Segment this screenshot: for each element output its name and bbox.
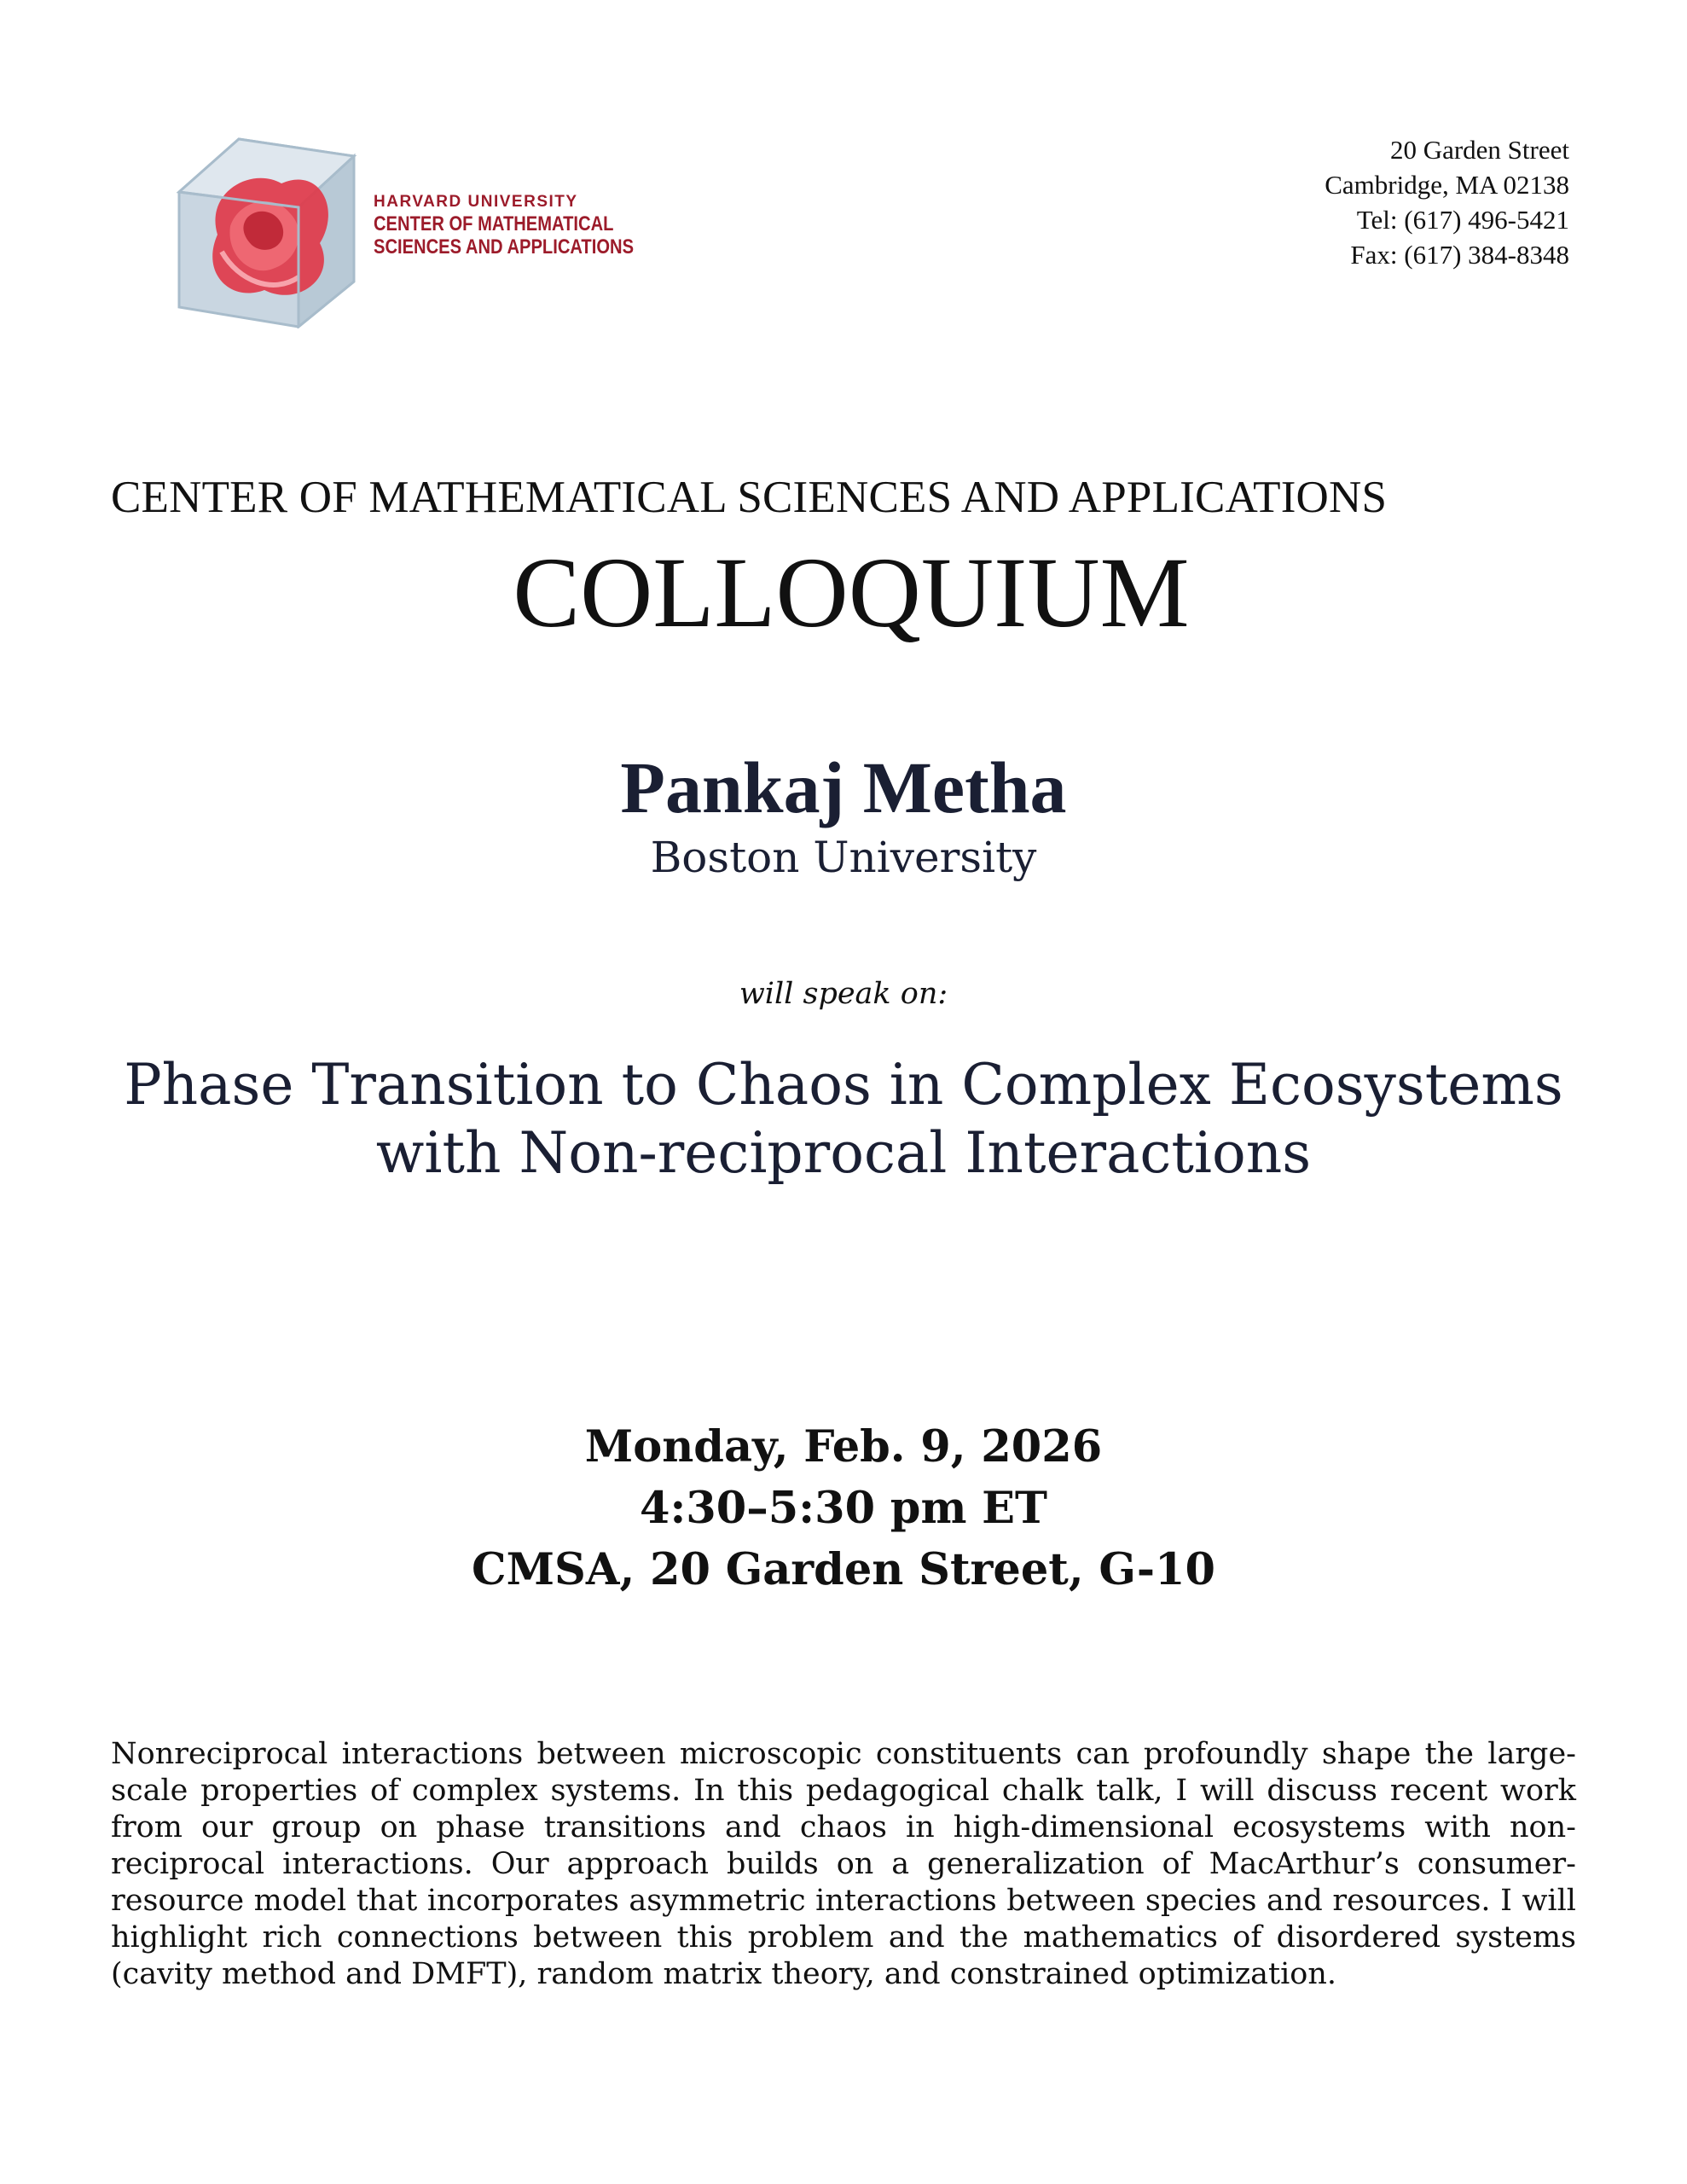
event-time: 4:30–5:30 pm ET xyxy=(639,1483,1048,1534)
logo-center-text: CENTER OF MATHEMATICAL xyxy=(374,212,614,235)
address-street: 20 Garden Street xyxy=(1389,135,1569,165)
logo-sciences-text: SCIENCES AND APPLICATIONS xyxy=(374,235,635,258)
address-block xyxy=(1325,132,1569,272)
cube-with-red-surface-logo xyxy=(171,132,367,328)
address-fax: Fax: (617) 384-8348 xyxy=(1350,240,1569,270)
logo-harvard-text: HARVARD UNIVERSITY xyxy=(374,193,578,211)
talk-title-line1: Phase Transition to Chaos in Complex Ecosystems xyxy=(124,1052,1563,1118)
abstract-paragraph: Nonreciprocal interactions between microscopic constituents can profoundly shape the large-scale properties of complex systems. In this pedagogical chalk talk, I will discuss recent work from our group on phase transitions and chaos in high-dimensional ecosystems with non-reciprocal interactions. Our approach builds on a generalization of MacArthur’s consumer-resource model that incorporates asymmetric interactions between species and resources. I will highlight rich connections between this problem and the mathematics of disordered systems (cavity method and DMFT), random matrix theory, and constrained optimization. xyxy=(111,1737,1576,1991)
speaker-name: Pankaj Metha xyxy=(620,746,1067,828)
event-details xyxy=(0,1416,1687,1600)
event-date: Monday, Feb. 9, 2026 xyxy=(584,1421,1103,1472)
address-city: Cambridge, MA 02138 xyxy=(1325,170,1569,200)
cmsa-logo xyxy=(171,132,648,328)
talk-title-line2: with Non-reciprocal Interactions xyxy=(375,1120,1312,1186)
series-title: COLLOQUIUM xyxy=(513,537,1190,648)
talk-title xyxy=(0,1051,1687,1188)
event-location: CMSA, 20 Garden Street, G-10 xyxy=(472,1544,1215,1595)
speaker-affiliation: Boston University xyxy=(650,833,1037,882)
intro-text: will speak on: xyxy=(739,977,948,1011)
address-tel: Tel: (617) 496-5421 xyxy=(1356,205,1569,235)
organization-heading: CENTER OF MATHEMATICAL SCIENCES AND APPLICATIONS xyxy=(111,473,1388,522)
